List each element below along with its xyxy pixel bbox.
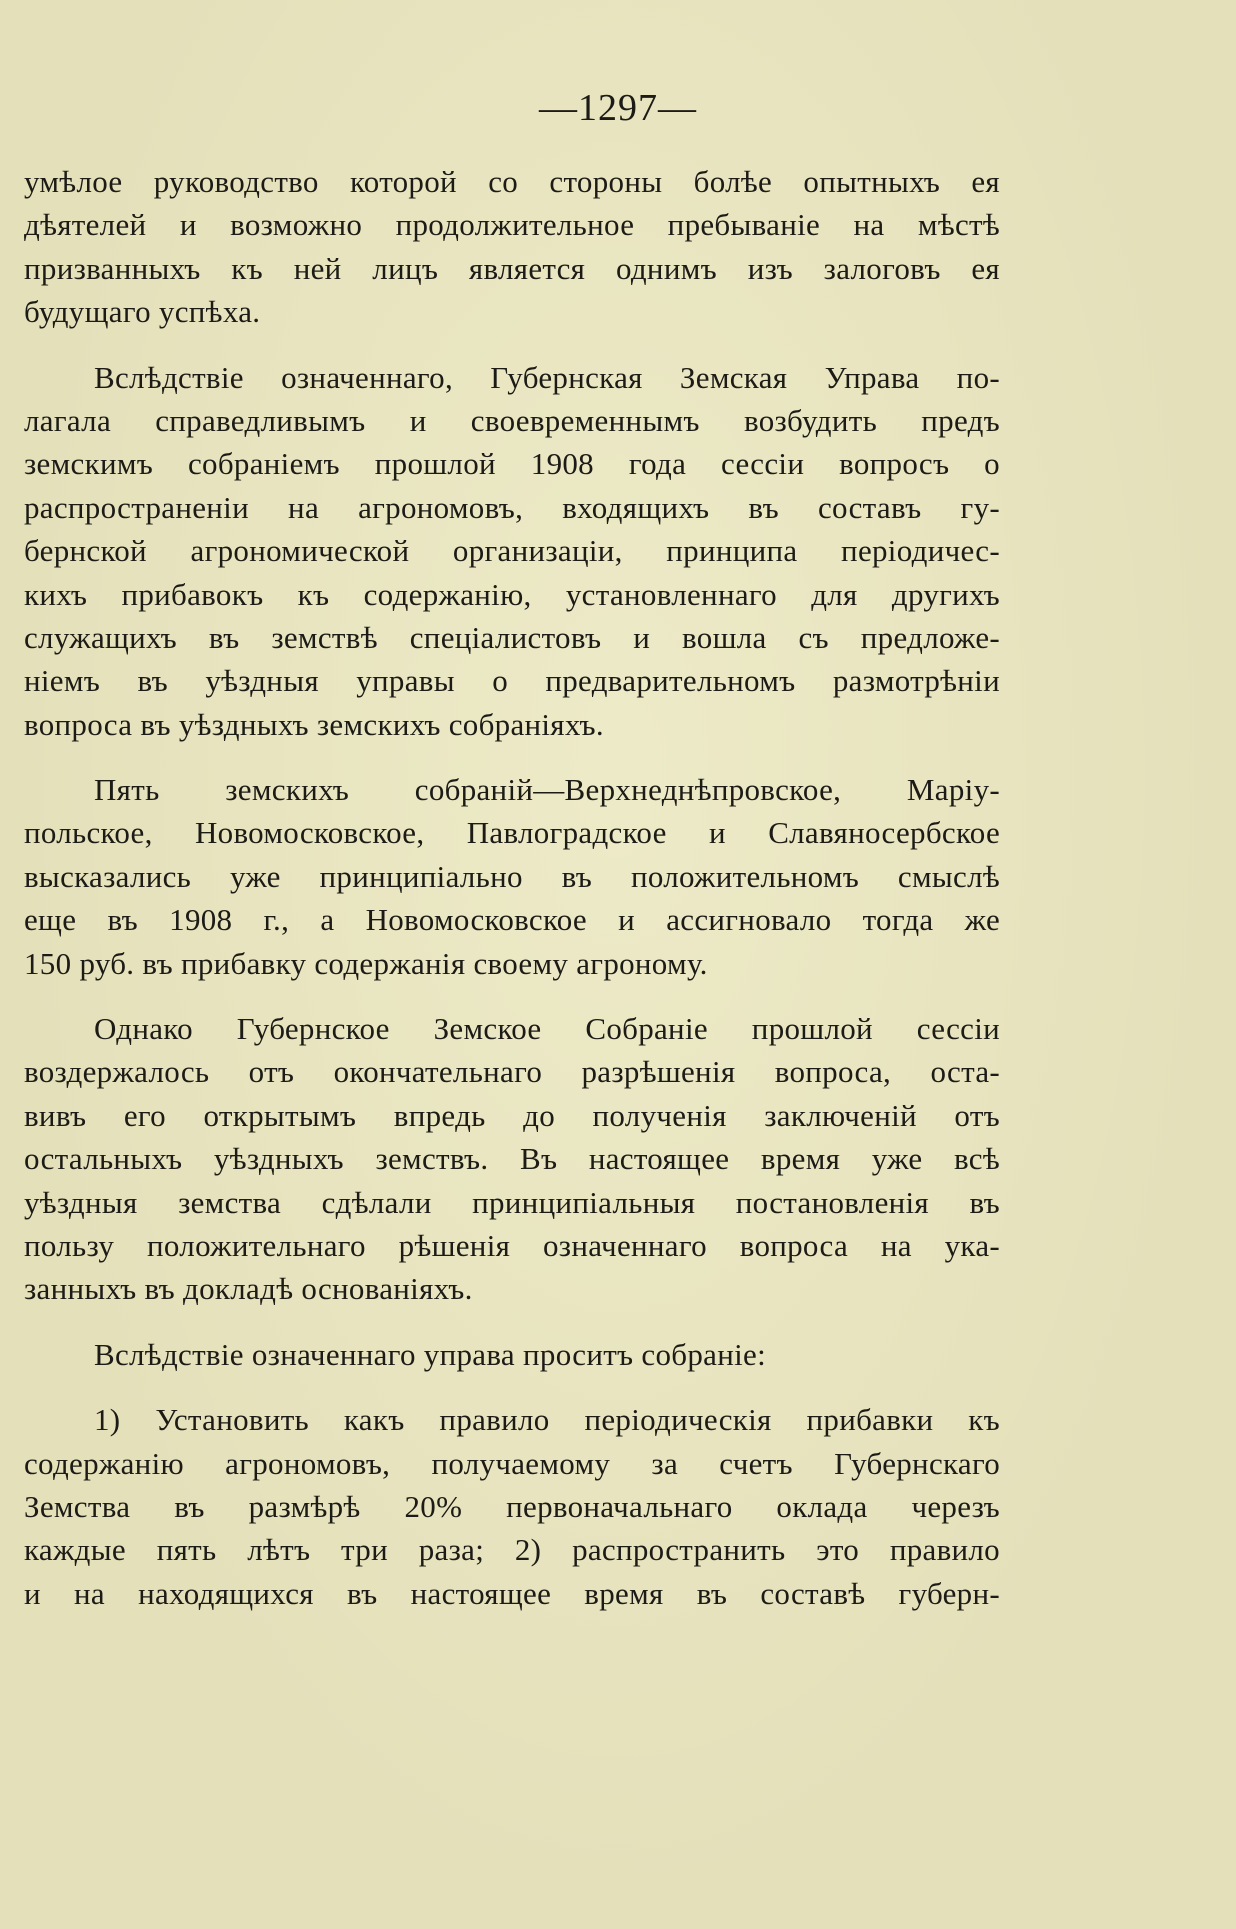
text-line: лагала справедливымъ и своевременнымъ возбудить предъ <box>24 402 1000 438</box>
page-number: —1297— <box>539 87 697 129</box>
text-line: остальныхъ уѣздныхъ земствъ. Въ настоящее время уже всѣ <box>24 1141 1000 1177</box>
text-line: пользу положительнаго рѣшенія означеннаго вопроса на ука- <box>24 1227 1000 1263</box>
text-line: вопроса въ уѣздныхъ земскихъ собраніяхъ. <box>24 706 604 742</box>
text-line: будущаго успѣха. <box>24 294 261 330</box>
text-line: призванныхъ къ ней лицъ является однимъ изъ залоговъ ея <box>24 250 1000 286</box>
paragraph <box>24 768 1000 985</box>
text-line: Вслѣдствіе означеннаго, Губернская Земская Управа по- <box>94 359 1000 395</box>
text-line: польское, Новомосковское, Павлоградское и Славяносербское <box>24 815 1000 851</box>
text-line: занныхъ въ докладѣ основаніяхъ. <box>24 1271 473 1307</box>
text-line: служащихъ въ земствѣ спеціалистовъ и вошла съ предложе- <box>24 619 1000 655</box>
paragraph <box>24 1333 1000 1376</box>
text-line: кихъ прибавокъ къ содержанію, установленнаго для другихъ <box>24 576 1000 612</box>
text-line: ніемъ въ уѣздныя управы о предварительномъ размотрѣніи <box>24 663 1000 699</box>
text-line: вивъ его открытымъ впредь до полученія заключеній отъ <box>24 1097 1000 1133</box>
text-line: земскимъ собраніемъ прошлой 1908 года сессіи вопросъ о <box>24 446 1000 482</box>
text-line: 150 руб. въ прибавку содержанія своему агроному. <box>24 945 708 981</box>
text-line: умѣлое руководство которой со стороны болѣе опытныхъ ея <box>24 164 1000 199</box>
text-line: содержанію агрономовъ, получаемому за счетъ Губернскаго <box>24 1445 1000 1481</box>
body-text <box>24 160 1000 1615</box>
text-line: высказались уже принципіально въ положительномъ смыслѣ <box>24 858 1000 894</box>
text-line: каждые пять лѣтъ три раза; 2) распространить это правило <box>24 1532 1000 1568</box>
text-line: Вслѣдствіе означеннаго управа проситъ собраніе: <box>94 1336 767 1372</box>
text-line: Однако Губернское Земское Собраніе прошлой сессіи <box>94 1011 1000 1047</box>
paragraph <box>24 160 1000 334</box>
text-line: распространеніи на агрономовъ, входящихъ въ составъ гу- <box>24 489 1000 525</box>
text-line: бернской агрономической организаціи, принципа періодичес- <box>24 533 1000 569</box>
paragraph <box>24 1007 1000 1311</box>
paragraph <box>24 1398 1000 1615</box>
text-line: уѣздныя земства сдѣлали принципіальныя постановленія въ <box>24 1184 1000 1220</box>
text-line: и на находящихся въ настоящее время въ составѣ губерн- <box>24 1575 1000 1611</box>
text-line: еще въ 1908 г., а Новомосковское и ассигновало тогда же <box>24 902 1000 938</box>
text-line: дѣятелей и возможно продолжительное пребываніе на мѣстѣ <box>24 207 1000 243</box>
text-line: Пять земскихъ собраній—Верхнеднѣпровское, Маріу- <box>94 772 1000 808</box>
text-line: Земства въ размѣрѣ 20% первоначальнаго оклада черезъ <box>24 1488 1000 1524</box>
paragraph <box>24 356 1000 747</box>
text-line: 1) Установить какъ правило періодическія прибавки къ <box>94 1402 1000 1438</box>
text-line: воздержалось отъ окончательнаго разрѣшенія вопроса, оста- <box>24 1054 1000 1090</box>
